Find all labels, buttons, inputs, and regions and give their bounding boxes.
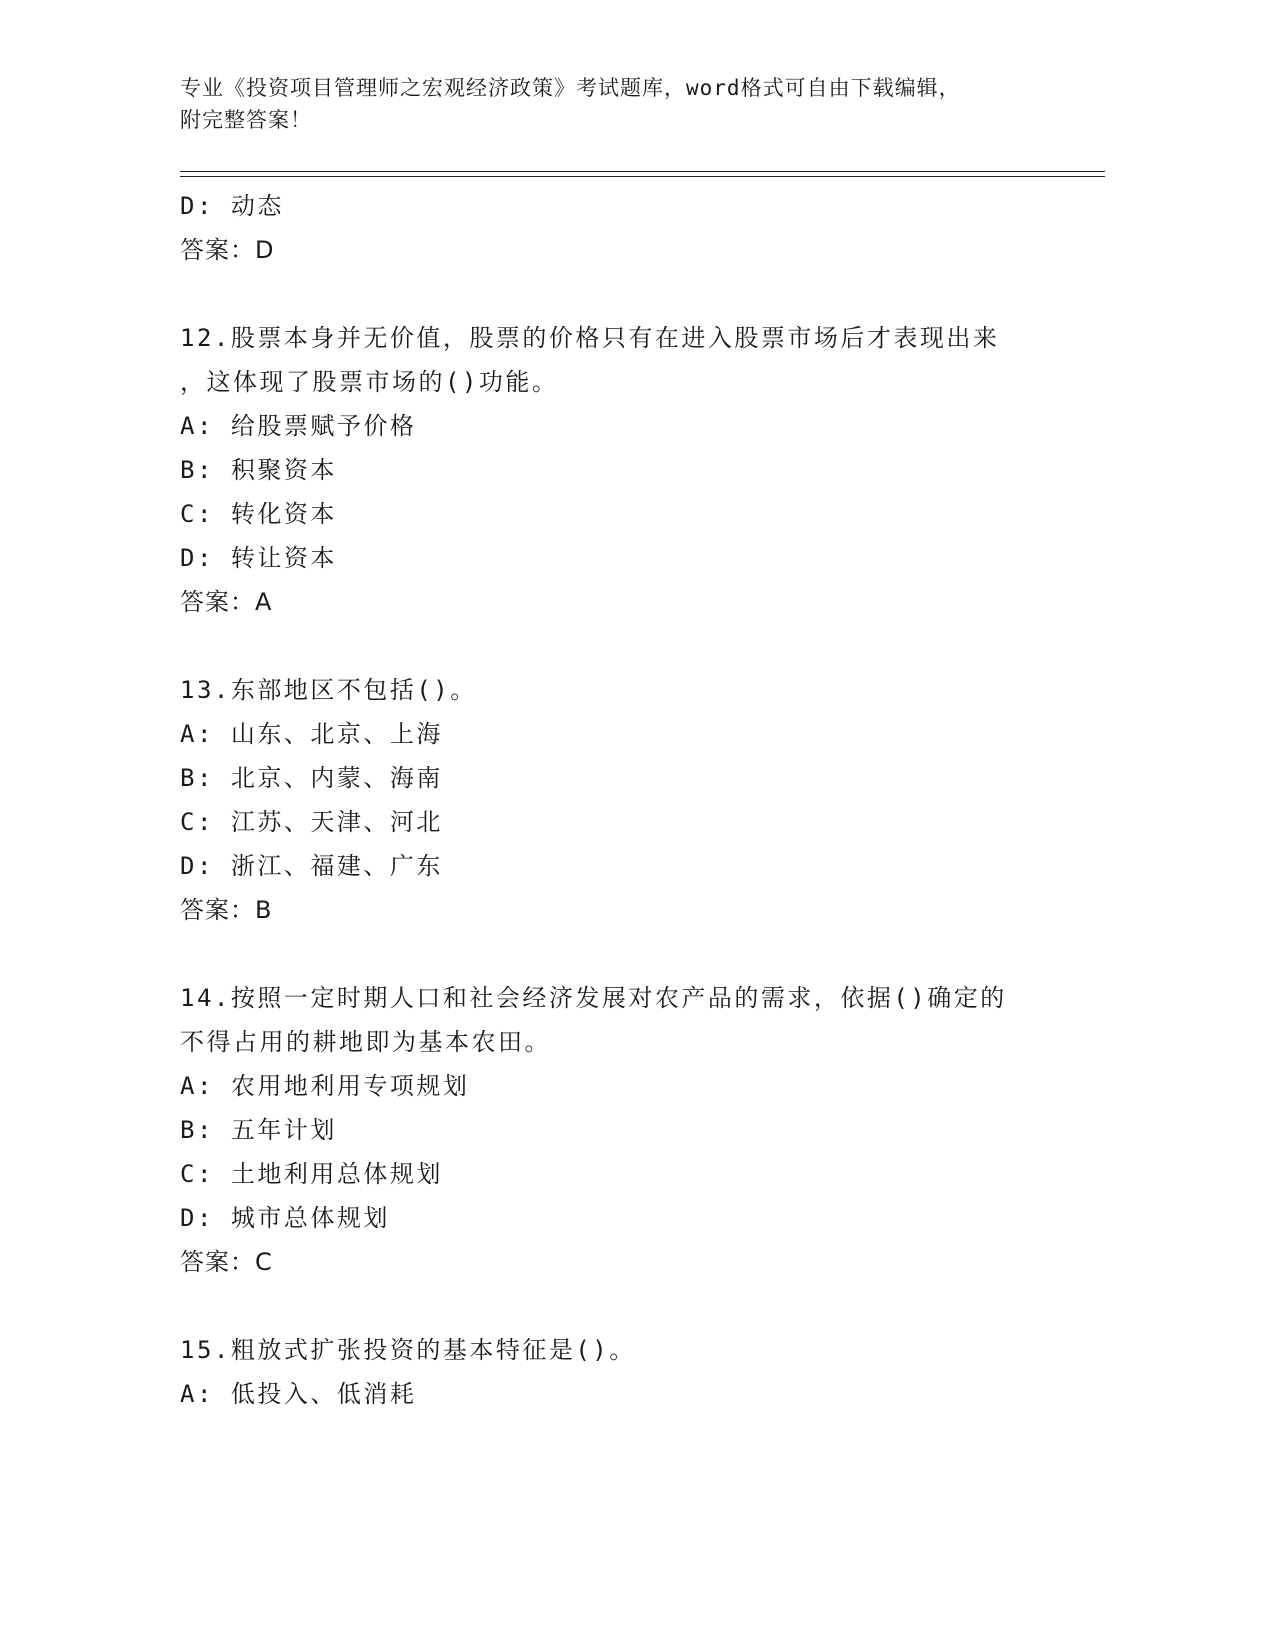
option-c: C: 转化资本 (180, 500, 337, 528)
header-line-2: 附完整答案！ (180, 108, 312, 132)
answer-line: 答案：A (180, 588, 273, 616)
question-text-line: 不得占用的耕地即为基本农田。 (180, 1028, 551, 1056)
document-body (180, 184, 1105, 1416)
question-15 (180, 1328, 1105, 1416)
option-d: D: 动态 (180, 192, 284, 220)
answer-line: 答案：C (180, 1248, 273, 1276)
option-d: D: 转让资本 (180, 544, 337, 572)
option-a: A: 农用地利用专项规划 (180, 1072, 470, 1100)
option-b: B: 五年计划 (180, 1116, 337, 1144)
option-a: A: 山东、北京、上海 (180, 720, 443, 748)
question-text-line: 15.粗放式扩张投资的基本特征是()。 (180, 1336, 636, 1364)
option-a: A: 给股票赋予价格 (180, 412, 417, 440)
header-line-1: 专业《投资项目管理师之宏观经济政策》考试题库，word格式可自由下载编辑， (180, 76, 961, 100)
question-text-line: 14.按照一定时期人口和社会经济发展对农产品的需求，依据()确定的 (180, 984, 1007, 1012)
option-d: D: 城市总体规划 (180, 1204, 390, 1232)
option-c: C: 江苏、天津、河北 (180, 808, 443, 836)
option-b: B: 北京、内蒙、海南 (180, 764, 443, 792)
document-header (180, 72, 1060, 136)
question-14 (180, 976, 1105, 1284)
header-divider-bottom (180, 176, 1105, 177)
question-text-line: 12.股票本身并无价值，股票的价格只有在进入股票市场后才表现出来 (180, 324, 1000, 352)
option-c: C: 土地利用总体规划 (180, 1160, 443, 1188)
answer-line: 答案：D (180, 236, 275, 264)
answer-line: 答案：B (180, 896, 273, 924)
question-text-line: ，这体现了股票市场的()功能。 (180, 368, 559, 396)
option-a: A: 低投入、低消耗 (180, 1380, 417, 1408)
question-12 (180, 316, 1105, 624)
option-d: D: 浙江、福建、广东 (180, 852, 443, 880)
header-divider-top (180, 171, 1105, 172)
previous-question-fragment (180, 184, 1105, 272)
question-13 (180, 668, 1105, 932)
option-b: B: 积聚资本 (180, 456, 337, 484)
question-text-line: 13.东部地区不包括()。 (180, 676, 477, 704)
